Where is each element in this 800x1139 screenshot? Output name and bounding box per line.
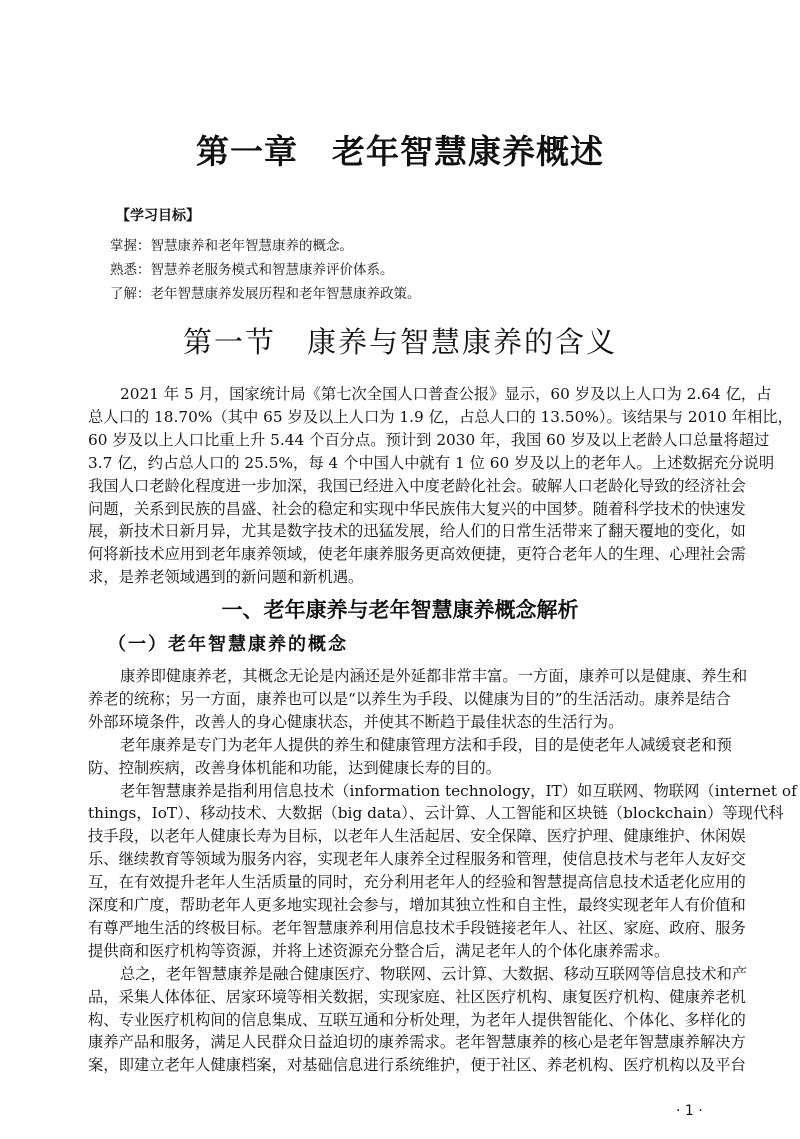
objectives-heading: 【学习目标】 — [116, 208, 200, 224]
text-line: 提供商和医疗机构等资源，并将上述资源充分整合后，满足老年人的个体化康养需求。 — [88, 941, 670, 960]
chapter-title: 第一章 老年智慧康养概述 — [196, 132, 604, 171]
text-line: 求，是养老领域遇到的新问题和新机遇。 — [88, 568, 364, 587]
text-line: things，IoT）、移动技术、大数据（big data）、云计算、人工智能和区块链（blockchain）等现代科 — [88, 804, 784, 823]
objective-item: 熟悉：智慧养老服务模式和智慧康养评价体系。 — [110, 262, 394, 278]
text-line: 案，即建立老年人健康档案，对基础信息进行系统维护，便于社区、养老机构、医疗机构以及平台 — [88, 1056, 746, 1075]
text-line: 2021 年 5 月，国家统计局《第七次全国人口普查公报》显示，60 岁及以上人口为 2.64 亿，占 — [120, 385, 772, 403]
text-line: 互，在有效提升老年人生活质量的同时，充分利用老年人的经验和智慧提高信息技术适老化应用的 — [88, 873, 746, 892]
page-number: · 1 · — [676, 1103, 703, 1119]
heading-level-2: （一）老年智慧康养的概念 — [108, 634, 348, 655]
text-line: 总人口的 18.70%（其中 65 岁及以上人口为 1.9 亿，占总人口的 13.50%）。该结果与 2010 年相比， — [88, 407, 793, 426]
section-title: 第一节 康养与智慧康养的含义 — [182, 325, 617, 359]
text-line: 技手段，以老年人健康长寿为目标，以老年人生活起居、安全保障、医疗护理、健康维护、休闲娱 — [88, 827, 746, 846]
text-line: 3.7 亿，约占总人口的 25.5%，每 4 个中国人中就有 1 位 60 岁及以上的老年人。上述数据充分说明 — [88, 453, 775, 472]
text-line: 何将新技术应用到老年康养领域，使老年康养服务更高效便捷，更符合老年人的生理、心理社会需 — [88, 545, 746, 564]
text-line: 养老的统称；另一方面，康养也可以是“以养生为手段、以健康为目的”的生活活动。康养是结合 — [88, 689, 731, 708]
text-line: 我国人口老龄化程度进一步加深，我国已经进入中度老龄化社会。破解人口老龄化导致的经济社会 — [88, 476, 746, 495]
heading-level-1: 一、老年康养与老年智慧康养概念解析 — [221, 598, 579, 622]
text-line: 乐、继续教育等领域为服务内容，实现老年人康养全过程服务和管理，使信息技术与老年人友好交 — [88, 850, 746, 869]
text-line: 品，采集人体体征、居家环境等相关数据，实现家庭、社区医疗机构、康复医疗机构、健康养老机 — [88, 987, 746, 1006]
text-line: 问题，关系到民族的昌盛、社会的稳定和实现中华民族伟大复兴的中国梦。随着科学技术的快速发 — [88, 499, 746, 518]
text-line: 老年康养是专门为老年人提供的养生和健康管理方法和手段，目的是使老年人减缓衰老和预 — [120, 735, 732, 754]
text-line: 总之，老年智慧康养是融合健康医疗、物联网、云计算、大数据、移动互联网等信息技术和产 — [120, 964, 748, 983]
text-line: 外部环境条件，改善人的身心健康状态，并使其不断趋于最佳状态的生活行为。 — [88, 712, 624, 731]
text-line: 深度和广度，帮助老年人更多地实现社会参与，增加其独立性和自主性，最终实现老年人有价值和 — [88, 896, 746, 914]
text-line: 有尊严地生活的终极目标。老年智慧康养利用信息技术手段链接老年人、社区、家庭、政府、服务 — [88, 918, 746, 937]
text-line: 康养产品和服务，满足人民群众日益迫切的康养需求。老年智慧康养的核心是老年智慧康养解决方 — [88, 1033, 746, 1052]
text-line: 防、控制疾病，改善身体机能和功能，达到健康长寿的目的。 — [88, 758, 502, 777]
objective-item: 了解：老年智慧康养发展历程和老年智慧康养政策。 — [110, 286, 421, 302]
text-line: 60 岁及以上人口比重上升 5.44 个百分点。预计到 2030 年，我国 60 岁及以上老龄人口总量将超过 — [88, 430, 770, 449]
text-line: 老年智慧康养是指利用信息技术（information technology，IT）如互联网、物联网（internet of — [120, 781, 797, 800]
objective-item: 掌握：智慧康养和老年智慧康养的概念。 — [110, 238, 353, 254]
text-line: 构、专业医疗机构间的信息集成、互联互通和分析处理，为老年人提供智能化、个体化、多样化的 — [88, 1010, 746, 1029]
text-line: 康养即健康养老，其概念无论是内涵还是外延都非常丰富。一方面，康养可以是健康、养生和 — [120, 667, 748, 685]
text-line: 展，新技术日新月异，尤其是数字技术的迅猛发展，给人们的日常生活带来了翻天覆地的变化，如 — [88, 522, 746, 541]
